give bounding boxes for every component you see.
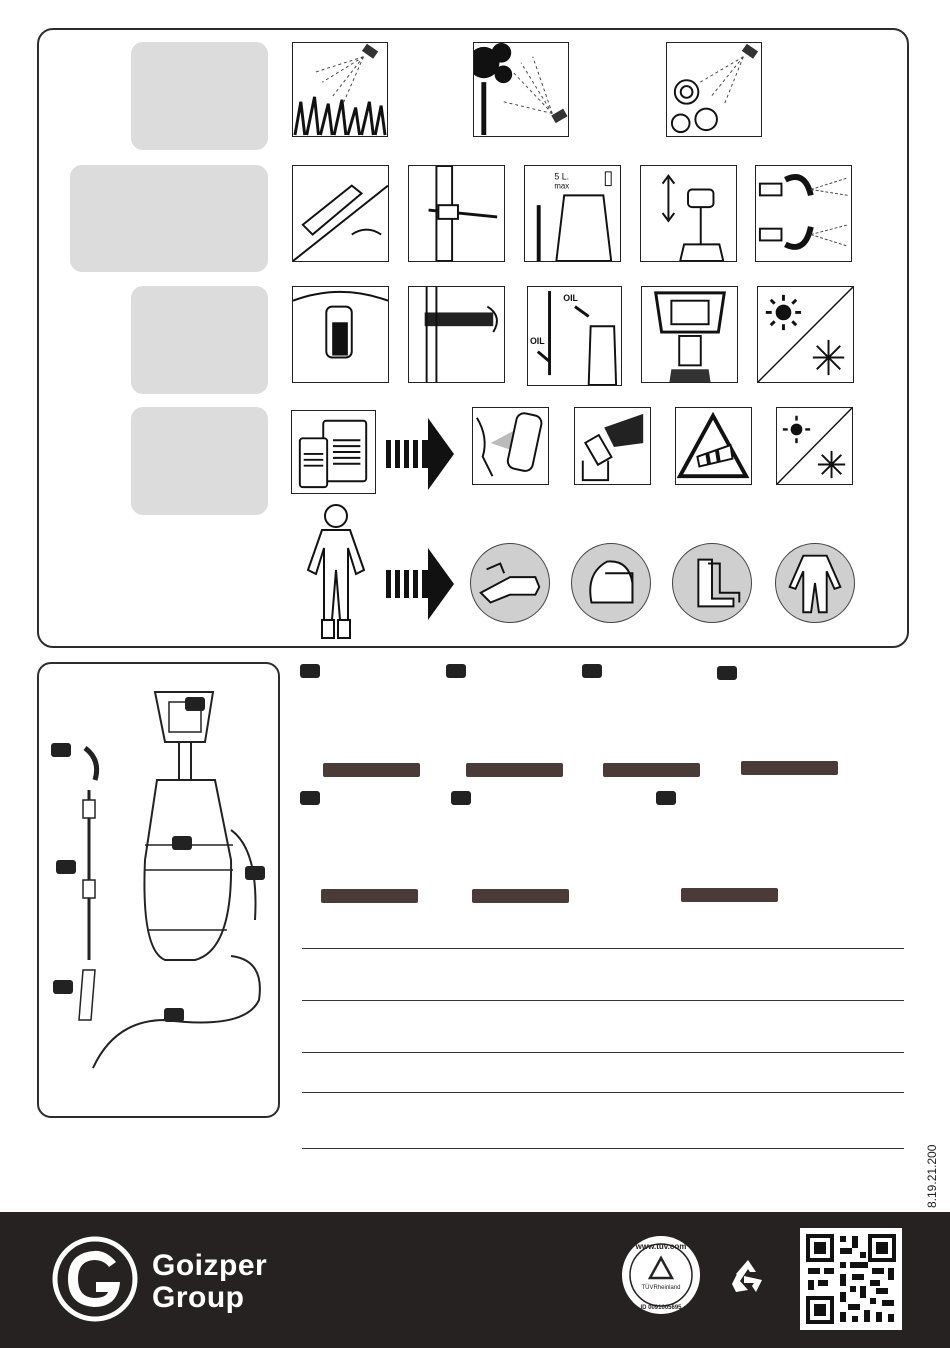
divider-line	[302, 948, 904, 949]
part-number-badge	[245, 866, 265, 880]
boots-icon	[672, 543, 752, 623]
list-badge	[300, 791, 320, 805]
grey-block-4	[131, 407, 268, 515]
pump-assembly-icon	[641, 286, 738, 383]
coverall-icon	[775, 543, 855, 623]
part-number-badge	[172, 836, 192, 850]
arrow-right-icon-2	[386, 548, 454, 620]
divider-line	[302, 1052, 904, 1053]
list-badge	[582, 664, 602, 678]
divider-line	[302, 1148, 904, 1149]
oil-label-bottom: OIL	[529, 335, 545, 346]
tuv-brand-text: TÜVRheinland	[641, 1285, 681, 1291]
goizper-logo-icon	[52, 1236, 138, 1322]
no-inhale-icon	[472, 407, 549, 485]
document-code: 8.19.21.200	[925, 1144, 939, 1208]
label-bar	[466, 763, 563, 777]
grey-block-2	[70, 165, 268, 272]
fill-5l-icon	[524, 165, 621, 262]
brand-line-2: Group	[152, 1281, 245, 1314]
label-bar	[472, 889, 569, 903]
part-number-badge	[164, 1008, 184, 1022]
list-badge	[656, 791, 676, 805]
label-bar	[681, 888, 778, 902]
label-bar	[603, 763, 700, 777]
part-number-badge	[56, 860, 76, 874]
list-badge	[300, 664, 320, 678]
sun-snow-icon	[757, 286, 854, 383]
sprayer-parts-diagram	[45, 680, 275, 1110]
recycle-icon	[728, 1256, 768, 1296]
grey-block-3	[131, 286, 268, 394]
label-bar	[323, 763, 420, 777]
fill-max-label: max	[554, 181, 570, 191]
list-badge	[446, 664, 466, 678]
chemical-containers-icon	[291, 410, 376, 494]
label-bar	[741, 761, 838, 775]
spray-grass-icon	[292, 42, 388, 137]
face-shield-icon	[571, 543, 651, 623]
part-number-badge	[53, 980, 73, 994]
protective-suit-icon	[300, 500, 372, 640]
gloves-pour-icon	[574, 407, 651, 485]
divider-line	[302, 1092, 904, 1093]
arrow-right-icon-1	[386, 418, 454, 490]
oil-lubricate-icon	[527, 286, 622, 386]
sun-snow-small-icon	[776, 407, 853, 485]
strap-icon	[408, 165, 505, 262]
nozzle-adjust-icon	[755, 165, 852, 262]
list-badge	[451, 791, 471, 805]
pump-handle-icon	[640, 165, 737, 262]
gloves-icon	[470, 543, 550, 623]
grey-block-1	[131, 42, 268, 150]
part-number-badge	[185, 697, 205, 711]
label-bar	[321, 889, 418, 903]
part-number-badge	[51, 743, 71, 757]
fill-volume-label: 5 L.	[554, 171, 570, 182]
divider-line	[302, 1000, 904, 1001]
spray-roses-icon	[666, 42, 762, 137]
tuv-certification-icon	[620, 1234, 702, 1316]
tuv-id-text: ID 0091005695	[640, 1305, 682, 1311]
pocket-icon	[292, 286, 389, 383]
strap-mesh-icon	[408, 286, 505, 383]
wind-warning-icon	[675, 407, 752, 485]
brand-name	[152, 1250, 267, 1314]
tuv-website-text: www.tuv.com	[635, 1242, 687, 1251]
qr-code-icon	[800, 1228, 902, 1330]
oil-label-top: OIL	[563, 292, 578, 303]
spray-tree-icon	[473, 42, 569, 137]
list-badge	[717, 666, 737, 680]
brand-line-1: Goizper	[152, 1249, 268, 1282]
nozzle-grip-icon	[292, 165, 389, 262]
